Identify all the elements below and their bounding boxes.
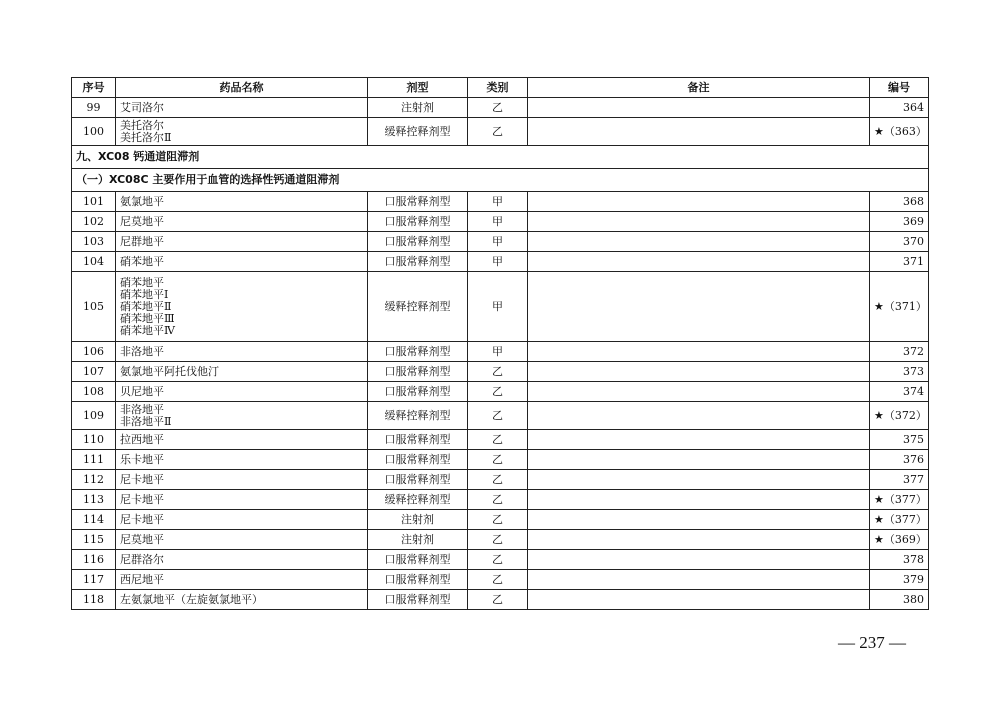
drug-name: 西尼地平: [120, 572, 164, 586]
row-seq: 113: [72, 490, 116, 510]
remarks: [528, 98, 870, 118]
drug-code: 371: [870, 252, 929, 272]
drug-name-cell: [116, 470, 368, 490]
drug-name: 氨氯地平: [120, 194, 164, 208]
drug-category: 乙: [468, 450, 528, 470]
table-row: [72, 232, 929, 252]
dosage-form: 口服常释剂型: [368, 232, 468, 252]
drug-name-cell: [116, 530, 368, 550]
drug-name-cell: [116, 118, 368, 146]
drug-name-cell: [116, 272, 368, 342]
row-seq: 99: [72, 98, 116, 118]
remarks: [528, 510, 870, 530]
table-row: [72, 510, 929, 530]
dosage-form: 注射剂: [368, 530, 468, 550]
table-row: [72, 362, 929, 382]
drug-name: 硝苯地平: [120, 275, 164, 289]
drug-name: 尼群洛尔: [120, 552, 164, 566]
remarks: [528, 490, 870, 510]
row-seq: 106: [72, 342, 116, 362]
drug-code: 372: [870, 342, 929, 362]
table-row: [72, 430, 929, 450]
row-seq: 110: [72, 430, 116, 450]
drug-name: 尼莫地平: [120, 214, 164, 228]
drug-category: 乙: [468, 118, 528, 146]
table-row: [72, 98, 929, 118]
dosage-form: 缓释控释剂型: [368, 118, 468, 146]
table-row: [72, 342, 929, 362]
drug-category: 甲: [468, 232, 528, 252]
table-row: [72, 590, 929, 610]
drug-name: 硝苯地平Ⅲ: [120, 311, 175, 325]
drug-category: 乙: [468, 590, 528, 610]
row-seq: 103: [72, 232, 116, 252]
row-seq: 116: [72, 550, 116, 570]
table-body: [72, 98, 929, 610]
dosage-form: 缓释控释剂型: [368, 272, 468, 342]
dosage-form: 口服常释剂型: [368, 252, 468, 272]
page-number: — 237 —: [838, 633, 906, 652]
drug-name-cell: [116, 510, 368, 530]
drug-name: 尼卡地平: [120, 512, 164, 526]
row-seq: 107: [72, 362, 116, 382]
drug-category: 甲: [468, 252, 528, 272]
dosage-form: 口服常释剂型: [368, 570, 468, 590]
section-row: [72, 169, 929, 192]
row-seq: 109: [72, 402, 116, 430]
drug-code: ★（372）: [870, 402, 929, 430]
dosage-form: 口服常释剂型: [368, 212, 468, 232]
table-row: [72, 470, 929, 490]
drug-name-cell: [116, 490, 368, 510]
header-category: 类别: [468, 78, 528, 98]
drug-code: 364: [870, 98, 929, 118]
drug-code: ★（377）: [870, 490, 929, 510]
remarks: [528, 252, 870, 272]
drug-code: 368: [870, 192, 929, 212]
drug-name: 艾司洛尔: [120, 100, 164, 114]
remarks: [528, 362, 870, 382]
drug-category: 乙: [468, 430, 528, 450]
drug-name-cell: [116, 570, 368, 590]
drug-category: 乙: [468, 570, 528, 590]
remarks: [528, 118, 870, 146]
row-seq: 102: [72, 212, 116, 232]
row-seq: 118: [72, 590, 116, 610]
drug-code: 376: [870, 450, 929, 470]
row-seq: 112: [72, 470, 116, 490]
drug-name: 拉西地平: [120, 432, 164, 446]
drug-name-cell: [116, 590, 368, 610]
table-row: [72, 212, 929, 232]
drug-category: 乙: [468, 510, 528, 530]
drug-category: 乙: [468, 490, 528, 510]
row-seq: 105: [72, 272, 116, 342]
header-remarks: 备注: [528, 78, 870, 98]
section-title: 九、XC08 钙通道阻滞剂: [72, 146, 929, 169]
drug-category: 乙: [468, 550, 528, 570]
drug-name: 尼莫地平: [120, 532, 164, 546]
row-seq: 111: [72, 450, 116, 470]
drug-name: 尼卡地平: [120, 492, 164, 506]
dosage-form: 口服常释剂型: [368, 470, 468, 490]
drug-category: 乙: [468, 362, 528, 382]
row-seq: 100: [72, 118, 116, 146]
drug-category: 乙: [468, 98, 528, 118]
dosage-form: 缓释控释剂型: [368, 402, 468, 430]
drug-category: 甲: [468, 192, 528, 212]
drug-code: 370: [870, 232, 929, 252]
drug-name-cell: [116, 550, 368, 570]
section-title: （一）XC08C 主要作用于血管的选择性钙通道阻滞剂: [72, 169, 929, 192]
drug-name-cell: [116, 402, 368, 430]
remarks: [528, 402, 870, 430]
remarks: [528, 192, 870, 212]
row-seq: 117: [72, 570, 116, 590]
drug-code: ★（369）: [870, 530, 929, 550]
drug-code: ★（363）: [870, 118, 929, 146]
header-drug-name: 药品名称: [116, 78, 368, 98]
dosage-form: 口服常释剂型: [368, 342, 468, 362]
remarks: [528, 530, 870, 550]
table-row: [72, 382, 929, 402]
table-row: [72, 272, 929, 342]
drug-code: 375: [870, 430, 929, 450]
remarks: [528, 550, 870, 570]
remarks: [528, 450, 870, 470]
drug-code: ★（371）: [870, 272, 929, 342]
table-header-row: [72, 78, 929, 98]
drug-name: 硝苯地平Ⅳ: [120, 323, 175, 337]
remarks: [528, 570, 870, 590]
drug-category: 乙: [468, 530, 528, 550]
table-row: [72, 550, 929, 570]
table-row: [72, 192, 929, 212]
row-seq: 101: [72, 192, 116, 212]
table-row: [72, 490, 929, 510]
remarks: [528, 212, 870, 232]
drug-name-cell: [116, 212, 368, 232]
drug-category: 乙: [468, 402, 528, 430]
remarks: [528, 232, 870, 252]
drug-name: 硝苯地平Ⅰ: [120, 287, 169, 301]
table-row: [72, 402, 929, 430]
drug-name: 尼卡地平: [120, 472, 164, 486]
dosage-form: 注射剂: [368, 98, 468, 118]
dosage-form: 口服常释剂型: [368, 450, 468, 470]
drug-name: 硝苯地平: [120, 254, 164, 268]
drug-name-cell: [116, 382, 368, 402]
drug-name-cell: [116, 362, 368, 382]
drug-code: 373: [870, 362, 929, 382]
dosage-form: 缓释控释剂型: [368, 490, 468, 510]
drug-name: 乐卡地平: [120, 452, 164, 466]
dosage-form: 口服常释剂型: [368, 590, 468, 610]
drug-code: 379: [870, 570, 929, 590]
row-seq: 104: [72, 252, 116, 272]
drug-name: 氨氯地平阿托伐他汀: [120, 364, 219, 378]
table-row: [72, 118, 929, 146]
table-row: [72, 570, 929, 590]
drug-category: 乙: [468, 382, 528, 402]
drug-name: 贝尼地平: [120, 384, 164, 398]
dosage-form: 注射剂: [368, 510, 468, 530]
drug-code: 378: [870, 550, 929, 570]
dosage-form: 口服常释剂型: [368, 430, 468, 450]
drug-code: 374: [870, 382, 929, 402]
row-seq: 114: [72, 510, 116, 530]
section-row: [72, 146, 929, 169]
remarks: [528, 590, 870, 610]
remarks: [528, 272, 870, 342]
header-seq: 序号: [72, 78, 116, 98]
drug-name-cell: [116, 450, 368, 470]
drug-name: 非洛地平Ⅱ: [120, 414, 172, 428]
table-row: [72, 530, 929, 550]
drug-name: 尼群地平: [120, 234, 164, 248]
remarks: [528, 470, 870, 490]
drug-code: ★（377）: [870, 510, 929, 530]
table-row: [72, 252, 929, 272]
remarks: [528, 382, 870, 402]
row-seq: 108: [72, 382, 116, 402]
drug-name: 非洛地平: [120, 344, 164, 358]
drug-name-cell: [116, 252, 368, 272]
dosage-form: 口服常释剂型: [368, 362, 468, 382]
drug-code: 377: [870, 470, 929, 490]
drug-name-cell: [116, 430, 368, 450]
dosage-form: 口服常释剂型: [368, 192, 468, 212]
header-code: 编号: [870, 78, 929, 98]
drug-name-cell: [116, 232, 368, 252]
drug-name: 非洛地平: [120, 402, 164, 416]
drug-category: 乙: [468, 470, 528, 490]
row-seq: 115: [72, 530, 116, 550]
drug-name: 美托洛尔: [120, 118, 164, 132]
drug-code: 369: [870, 212, 929, 232]
drug-catalog-table: [71, 77, 929, 610]
remarks: [528, 430, 870, 450]
drug-name: 美托洛尔Ⅱ: [120, 130, 172, 144]
drug-name-cell: [116, 342, 368, 362]
drug-category: 甲: [468, 342, 528, 362]
drug-name-cell: [116, 192, 368, 212]
dosage-form: 口服常释剂型: [368, 550, 468, 570]
table-row: [72, 450, 929, 470]
drug-name-cell: [116, 98, 368, 118]
drug-category: 甲: [468, 212, 528, 232]
drug-name: 左氨氯地平（左旋氨氯地平）: [120, 592, 263, 606]
drug-name: 硝苯地平Ⅱ: [120, 299, 172, 313]
drug-code: 380: [870, 590, 929, 610]
drug-category: 甲: [468, 272, 528, 342]
dosage-form: 口服常释剂型: [368, 382, 468, 402]
header-dosage-form: 剂型: [368, 78, 468, 98]
remarks: [528, 342, 870, 362]
